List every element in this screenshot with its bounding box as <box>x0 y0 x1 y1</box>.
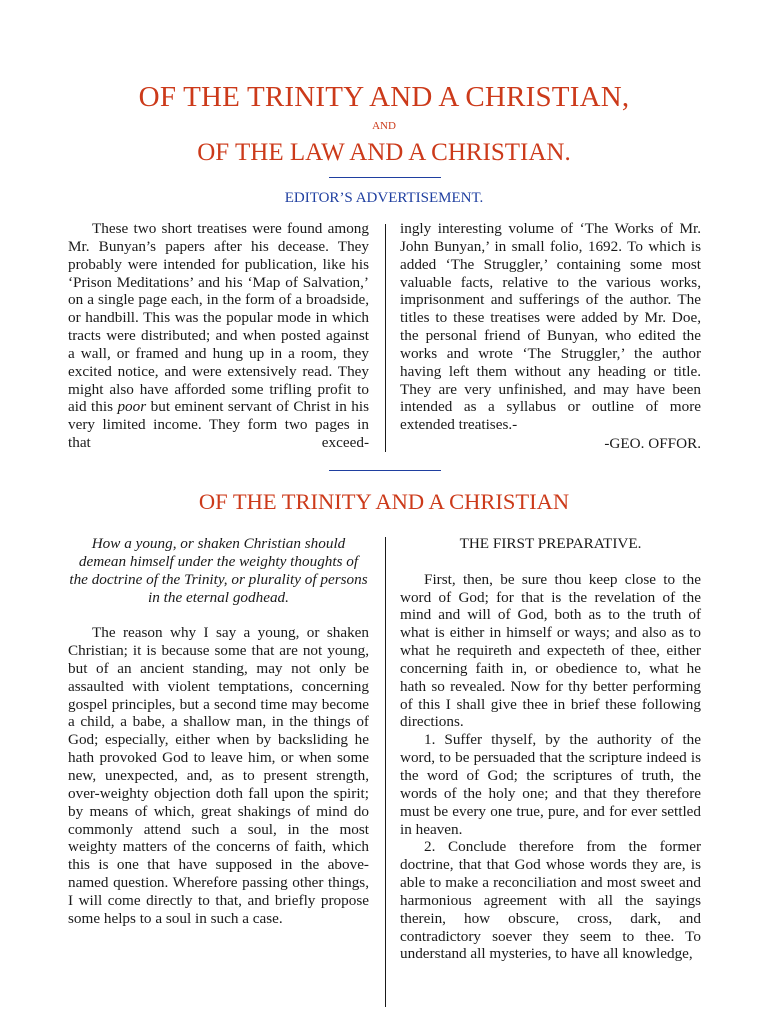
column-separator <box>385 537 386 1007</box>
title-conjunction: AND <box>372 120 396 132</box>
advertisement-left-column <box>68 220 369 452</box>
right-paragraph-3: 2. Conclude therefore from the former doctrine, that that God whose words they are, is able to make a reconciliation and most sweet and harmonious agreement with all the sayings therein, how obscure, cross, dark, and contradictory soever they seem to thee. To understand all mysteries, to have all knowledge, <box>400 838 701 963</box>
editor-advertisement-heading: EDITOR’S ADVERTISEMENT. <box>284 190 484 206</box>
advertisement-left-italic: poor <box>117 398 147 416</box>
advertisement-right-column <box>400 220 701 453</box>
section-intro: How a young, or shaken Christian should demean himself under the weighty thoughts of the doctrine of the Trinity, or plurality of persons in the eternal godhead. <box>69 535 368 606</box>
right-paragraph-2: 1. Suffer thyself, by the authority of the word, to be persuaded that the scripture indeed is the word of God; the scriptures of truth, the words of the holy one; and that they therefore must be every one true, pure, and for ever settled in heaven. <box>400 731 701 838</box>
column-separator <box>385 224 386 452</box>
right-paragraph-1: First, then, be sure thou keep close to the word of God; for that is the revelation of the mind and will of God, both as to the truth of what is either in himself or ways; and also as to what he requireth and expecteth of thee, either concerning faith in, or obedience to, what he hath so revealed. Now for thy better performing of this I shall give thee in brief these following directions. <box>400 570 701 731</box>
section-right-column <box>400 535 701 963</box>
section-title: OF THE TRINITY AND A CHRISTIAN <box>198 489 570 514</box>
advertisement-left-text: These two short treatises were found among Mr. Bunyan’s papers after his decease. They probably were intended for publication, like his ‘Prison Meditations’ and his ‘Map of Salvation,’ on a single page each, in the form of a broadside, or handbill. This was the popular mode in which tracts were distributed; and when posted against a wall, or framed and hung up in a room, they excited notice, and were extensively read. They might also have afforded some trifling profit to aid this <box>68 220 369 416</box>
divider-rule <box>329 470 441 471</box>
signature: -GEO. OFFOR. <box>604 435 701 453</box>
divider-rule <box>329 177 441 178</box>
section-left-column <box>68 535 369 928</box>
advertisement-left-text-end: but eminent servant of Christ in his very limited income. They form two pages in that exceed- <box>68 398 369 452</box>
document-subtitle: OF THE LAW AND A CHRISTIAN. <box>197 139 571 166</box>
advertisement-left-paragraph <box>68 220 369 452</box>
preparative-heading: THE FIRST PREPARATIVE. <box>459 535 642 552</box>
section-left-paragraph: The reason why I say a young, or shaken Christian; it is because some that are not young, but of an ancient standing, may not only be assaulted with violent temptations, concerning gospel principles, but a second time may become a child, a babe, a shallow man, in the things of God; especially, either when by backsliding he hath provoked God to leave him, or when some new, unexpected, and, as to present strength, over-weighty objection doth fall upon the spirit; by means of which, great shakings of mind do commonly attend such a soul, in the most weighty matters of the concerns of faith, which this is one that have supposed in the above-named question. Wherefore passing other things, I will come directly to that, and briefly propose some helps to a soul in such a case. <box>68 624 369 927</box>
document-title: OF THE TRINITY AND A CHRISTIAN, <box>138 81 630 113</box>
advertisement-right-paragraph: ingly interesting volume of ‘The Works of Mr. John Bunyan,’ in small folio, 1692. To which is added ‘The Struggler,’ containing some most valuable facts, relative to the various works, imprisonment and sufferings of the author. The titles to these treatises were added by Mr. Doe, the personal friend of Bunyan, who edited the works and wrote ‘The Struggler,’ the author having left them without any heading or title. They are very unfinished, and may have been intended as a syllabus or outline of more extended treatises.- <box>400 220 701 434</box>
